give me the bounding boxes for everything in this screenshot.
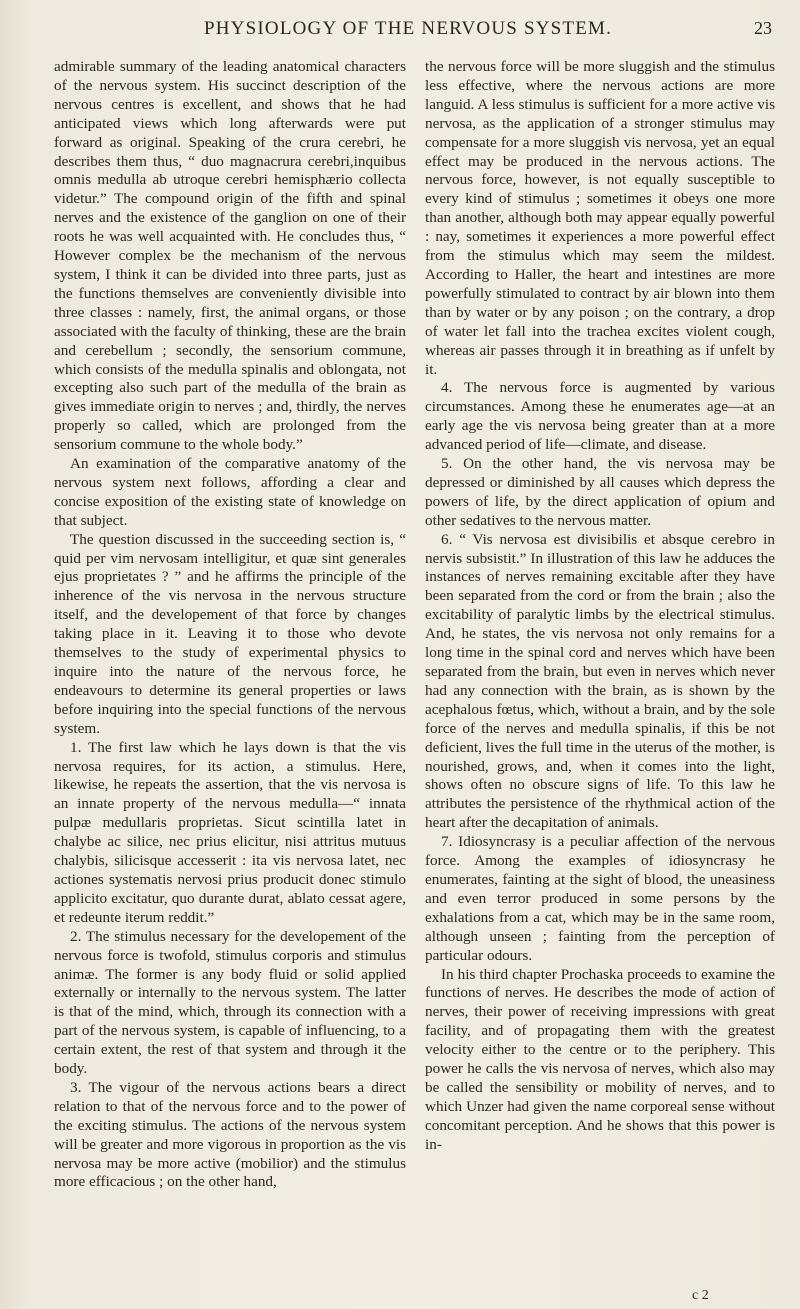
paragraph: 1. The first law which he lays down is that the vis nervosa requires, for its action, a stimulus. Here, likewise, he repeats the assertion, that the vis nervosa is an innate property of the nervous medulla—“ innata pulpæ medullaris proprietas. Sicut scintilla latet in chalybe ac silice, nec prius elicitur, nisi attritus mutuus chalybis, silicisque accesserit : ita vis nervosa latet, nec actiones systematis nervosi prius producit donec stimulo applicito excitatur, quo durante durat, ablato cessat agere, et redeunte iterum reddit.” [54, 738, 406, 926]
paragraph: 2. The stimulus necessary for the developement of the nervous force is twofold, stimulus corporis and stimulus animæ. The former is any body fluid or solid applied externally or internally to the nervous system. The latter is that of the mind, which, through its connection with a part of the nervous system, is capable of influencing, to a certain extent, the rest of that system and through it the body. [54, 927, 406, 1078]
right-column [425, 58, 775, 1155]
signature-mark: c 2 [692, 1288, 709, 1303]
paragraph: The question discussed in the succeeding section is, “ quid per vim nervosam intelligitur, et quæ sint generales ejus proprietates ? ” and he affirms the principle of the inherence of the vis nervosa in the nervous structure itself, and the developement of that force by changes taking place in it. Leaving it to those who devote themselves to the study of experimental physics to inquire into the nature of the nervous force, he endeavours to determine its general properties or laws before inquiring into the special functions of the nervous system. [54, 530, 406, 737]
page-number: 23 [754, 18, 772, 38]
left-column [54, 58, 406, 1192]
paragraph: 4. The nervous force is augmented by various circumstances. Among these he enumerates age—at an early age the vis nervosa being greater than at a more advanced period of life—climate, and disease. [425, 379, 775, 454]
paragraph: the nervous force will be more sluggish and the stimulus less effective, where the nervous actions are more languid. A less stimulus is sufficient for a more active vis nervosa, as the application of a stronger stimulus may compensate for a more sluggish vis nervosa, yet an equal effect may be produced in the nervous actions. The nervous force, however, is not equally susceptible to every kind of stimulus ; sometimes it obeys one more than another, although both may appear equally powerful : nay, sometimes it experiences a more powerful effect from the stimulus which may seem the mildest. According to Haller, the heart and intestines are more powerfully stimulated to contract by air blown into them than by water or by any poison ; on the contrary, a drop of water let fall into the trachea excites violent cough, whereas air passes through it in breathing as if unfelt by it. [425, 58, 775, 378]
paragraph: In his third chapter Prochaska proceeds to examine the functions of nerves. He describes the mode of action of nerves, their power of receiving impressions with great facility, and of propagating them with the greatest velocity either to the centre or to the periphery. This power he calls the vis nervosa of nerves, which also may be called the sensibility or mobility of nerves, and to which Unzer had given the name corporeal sense without concomitant perception. And he shows that this power is in- [425, 965, 775, 1153]
paragraph: 7. Idiosyncrasy is a peculiar affection of the nervous force. Among the examples of idiosyncrasy he enumerates, fainting at the sight of blood, the uneasiness and even terror produced in some persons by the exhalations from a cat, which may be in the same room, although unseen ; fainting from the perception of particular odours. [425, 833, 775, 964]
paragraph: An examination of the comparative anatomy of the nervous system next follows, affording a clear and concise exposition of the existing state of knowledge on that subject. [54, 455, 406, 529]
running-head [0, 18, 800, 48]
running-title: PHYSIOLOGY OF THE NERVOUS SYSTEM. [204, 18, 613, 39]
paragraph: 6. “ Vis nervosa est divisibilis et absque cerebro in nervis subsistit.” In illustration of this law he adduces the instances of nerves remaining excitable after they have been separated from the cord or from the brain ; also the excitability of paralytic limbs by the electrical stimulus. And, he states, the vis nervosa not only remains for a long time in the spinal cord and nerves which have been separated from the brain, but even in nerves which never had any connection with the brain, as is shown by the acephalous fœtus, which, without a brain, and by the sole force of the nerves and medulla spinalis, if this be not deficient, lives the full time in the uterus of the mother, is nourished, grows, and, when it comes into the light, shows often no obscure signs of life. To this law he attributes the persistence of the rhythmical action of the heart after the decapitation of animals. [425, 530, 775, 832]
paragraph: admirable summary of the leading anatomical characters of the nervous system. His succinct description of the nervous centres is excellent, and shows that he had anticipated views which long afterwards were put forward as original. Speaking of the crura cerebri, he describes them thus, “ duo magnacrura cerebri,inquibus omnis medulla ab utroque cerebri hemisphærio collecta videtur.” The compound origin of the fifth and spinal nerves and the existence of the ganglion on one of their roots he was well acquainted with. He concludes thus, “ However complex be the mechanism of the nervous system, I think it can be divided into three parts, just as the functions themselves are conveniently divisible into three classes : namely, first, the animal organs, or those associated with the faculty of thinking, these are the brain and cerebellum ; secondly, the sensorium commune, which consists of the medulla spinalis and oblongata, not excepting also such part of the medulla of the brain as gives immediate origin to nerves ; and, thirdly, the nerves properly so called, which are prolonged from the sensorium commune to the whole body.” [54, 58, 406, 454]
paragraph: 5. On the other hand, the vis nervosa may be depressed or diminished by all causes which depress the powers of life, by the direct application of opium and other sedatives to the nervous matter. [425, 455, 775, 529]
paragraph: 3. The vigour of the nervous actions bears a direct relation to that of the nervous force and to the power of the exciting stimulus. The actions of the nervous system will be greater and more vigorous in proportion as the vis nervosa may be more active (mobilior) and the stimulus more efficacious ; on the other hand, [54, 1078, 406, 1191]
